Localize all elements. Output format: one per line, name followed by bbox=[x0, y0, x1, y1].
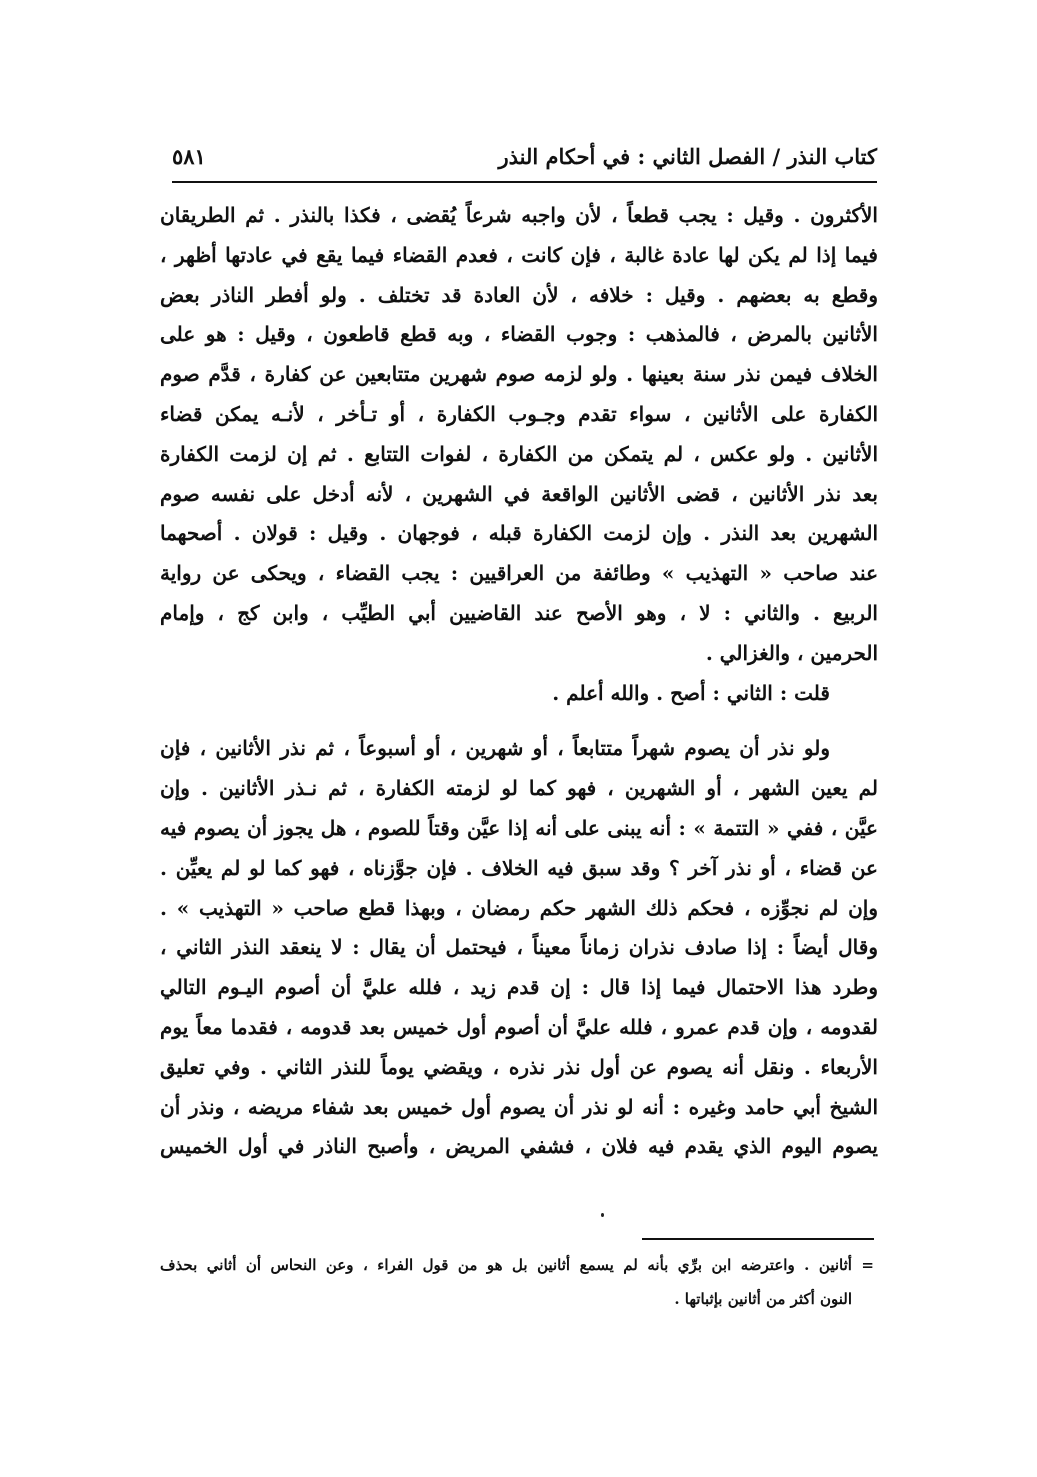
text-line: الكفارة على الأثانين ، سواء تقدم وجـوب الكفارة ، أو تـأخر ، لأنـه يمكن قضاء bbox=[160, 401, 878, 426]
footnote-line: النون أكثر من أثانين بإثباتها . bbox=[674, 1290, 852, 1308]
qultu-line: قلت : الثاني : أصح . والله أعلم . bbox=[552, 680, 830, 705]
page-number: ٥٨١ bbox=[172, 144, 206, 169]
text-line: عيَّن ، ففي « التتمة » : أنه يبنى على أنه إذا عيَّن وقتاً للصوم ، هل يجوز أن يصوم فيه bbox=[160, 815, 878, 840]
text-line: الأربعاء . ونقل أنه يصوم عن أول نذر نذره ، ويقضي يوماً للنذر الثاني . وفي تعليق bbox=[160, 1054, 878, 1079]
text-line: عند صاحب « التهذيب » وطائفة من العراقيين : يجب القضاء ، ويحكى عن رواية bbox=[160, 561, 878, 586]
text-line: فيما إذا لم يكن لها عادة غالبة ، فإن كانت ، فعدم القضاء فيما يقع في عادتها أظهر ، bbox=[160, 242, 878, 267]
footnote-line: = أثانين . واعترضه ابن برِّي بأنه لم يسمع أثانين بل هو من قول الفراء ، وعن النحاس أن أثاني بحذف bbox=[160, 1256, 874, 1274]
text-line: لم يعين الشهر ، أو الشهرين ، فهو كما لو لزمته الكفارة ، ثم نـذر الأثانين . وإن bbox=[160, 776, 878, 801]
text-line: لقدومه ، وإن قدم عمرو ، فلله عليَّ أن أصوم أول خميس بعد قدومه ، فقدما معاً يوم bbox=[160, 1014, 878, 1039]
text-line: بعد نذر الأثانين ، قضى الأثانين الواقعة في الشهرين ، لأنه أدخل على نفسه صوم bbox=[160, 481, 878, 506]
text-line: ولو نذر أن يصوم شهراً متتابعاً ، أو شهرين ، أو أسبوعاً ، ثم نذر الأثانين ، فإن bbox=[160, 736, 830, 761]
footnote-rule bbox=[642, 1238, 874, 1240]
paragraph-gap bbox=[160, 713, 878, 729]
text-line: وطرد هذا الاحتمال فيما إذا قال : إن قدم زيد ، فلله عليَّ أن أصوم اليـوم التالي bbox=[160, 975, 878, 1000]
print-speck bbox=[601, 1213, 604, 1217]
text-line: وقال أيضاً : إذا صادف نذران زماناً معيناً ، فيحتمل أن يقال : لا ينعقد النذر الثاني ، bbox=[160, 935, 878, 960]
text-line: يصوم اليوم الذي يقدم فيه فلان ، فشفي المريض ، وأصبح الناذر في أول الخميس bbox=[160, 1134, 878, 1159]
text-line: وإن لم نجوِّزه ، فحكم ذلك الشهر حكم رمضان ، وبهذا قطع صاحب « التهذيب » . bbox=[160, 895, 878, 920]
header-rule bbox=[172, 181, 877, 183]
main-text bbox=[160, 196, 878, 1167]
running-header bbox=[172, 138, 877, 182]
text-line: الأثانين بالمرض ، فالمذهب : وجوب القضاء ، وبه قطع قاطعون ، وقيل : هو على bbox=[160, 322, 878, 347]
text-line: وقطع به بعضهم . وقيل : خلافه ، لأن العادة قد تختلف . ولو أفطر الناذر بعض bbox=[160, 282, 878, 307]
footnote bbox=[160, 1248, 874, 1316]
text-line: الخلاف فيمن نذر سنة بعينها . ولو لزمه صوم شهرين متتابعين عن كفارة ، قدَّم صوم bbox=[160, 362, 878, 387]
text-line: الأكثرون . وقيل : يجب قطعاً ، لأن واجبه شرعاً يُقضى ، فكذا بالنذر . ثم الطريقان bbox=[160, 203, 878, 227]
text-line: الربيع . والثاني : لا ، وهو الأصح عند القاضيين أبي الطيِّب ، وابن كج ، وإمام bbox=[160, 600, 878, 625]
text-line: عن قضاء ، أو نذر آخر ؟ وقد سبق فيه الخلاف . فإن جوَّزناه ، فهو كما لو لم يعيِّن . bbox=[160, 855, 878, 880]
text-line: الحرمين ، والغزالي . bbox=[705, 640, 878, 665]
text-line: الأثانين . ولو عكس ، لم يتمكن من الكفارة ، لفوات التتابع . ثم إن لزمت الكفارة bbox=[160, 441, 878, 466]
text-line: الشيخ أبي حامد وغيره : أنه لو نذر أن يصوم أول خميس بعد شفاء مريضه ، ونذر أن bbox=[160, 1094, 878, 1119]
chapter-title: كتاب النذر / الفصل الثاني : في أحكام النذر bbox=[498, 144, 877, 169]
text-line: الشهرين بعد النذر . وإن لزمت الكفارة قبله ، فوجهان . وقيل : قولان . أصحهما bbox=[160, 521, 878, 546]
